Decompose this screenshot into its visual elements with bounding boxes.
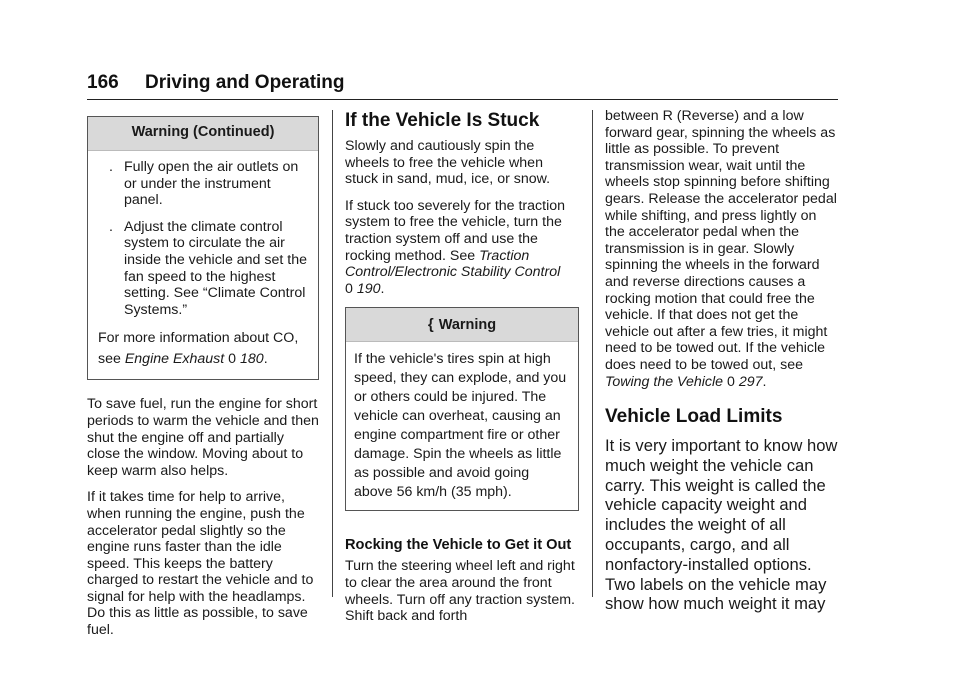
paragraph: Slowly and cautiously spin the wheels to free the vehicle when stuck in sand, mud, ice, or snow. — [345, 138, 551, 188]
warning-box-body — [88, 151, 318, 379]
subsection-heading: Rocking the Vehicle to Get it Out — [345, 537, 572, 554]
warning-icon: { — [427, 315, 434, 333]
bullet-marker: . — [109, 159, 113, 175]
warning-box-body: If the vehicle's tires spin at high speed, they can explode, and you or others could be injured. The vehicle can overheat, causing an engine compartment fire or other damage. Spin the wheels as little as possible and avoid going above 56 km/h (35 mph). — [354, 351, 567, 501]
paragraph: between R (Reverse) and a low forward gear, spinning the wheels as little as possible. To prevent transmission wear, wait until the wheels stop spinning before shifting gears. Release the accelerator pedal while shifting, and press lightly on the accelerator pedal when the transmission is in gear. Slowly spinning the wheels in the forward and reverse directions causes a rocking motion that could free the vehicle. If that does not get the vehicle out after a few tries, it might need to be towed out. If the vehicle does need to be towed out, see Towing the Vehicle 0 297. — [605, 108, 837, 390]
cross-reference-link[interactable]: Traction Control/Electronic Stability Control — [345, 247, 561, 281]
paragraph: To save fuel, run the engine for short periods to warm the vehicle and then shut the engine off and partially close the window. Moving about to keep warm also helps. — [87, 396, 319, 479]
cross-reference-link[interactable]: Towing the Vehicle — [605, 373, 724, 390]
list-item — [98, 159, 308, 209]
more-info-line: For more information about CO, see Engine Exhaust 0 180. — [98, 330, 299, 368]
list-item — [98, 219, 308, 319]
column-3 — [605, 108, 838, 614]
page-ref-number[interactable]: 297 — [738, 373, 763, 390]
cross-reference-link[interactable]: Engine Exhaust — [124, 351, 225, 368]
page-ref-icon: 0 — [727, 373, 735, 390]
section-heading: If the Vehicle Is Stuck — [345, 110, 540, 131]
column-2 — [345, 110, 579, 635]
header-rule — [87, 99, 838, 100]
warning-box — [345, 307, 579, 511]
section-title: Driving and Operating — [145, 72, 345, 93]
paragraph: If stuck too severely for the traction system to free the vehicle, turn the traction system off and use the rocking method. See Traction Control/Electronic Stability Control 0 190. — [345, 197, 566, 297]
warning-box-title: Warning (Continued) — [88, 117, 318, 151]
paragraph: Turn the steering wheel left and right to clear the area around the front wheels. Turn off any traction system. Shift back and forth — [345, 558, 575, 625]
column-divider — [332, 110, 333, 597]
warning-box-title: { Warning — [346, 308, 578, 342]
page-ref-number[interactable]: 190 — [356, 280, 381, 297]
page-ref-icon: 0 — [228, 351, 237, 368]
column-divider — [592, 110, 593, 597]
bullet-text: Adjust the climate control system to circulate the air inside the vehicle and set the fan speed to the highest setting. See “Climate Control Systems.” — [124, 218, 307, 318]
page-header — [87, 72, 345, 94]
warning-continued-box — [87, 116, 319, 380]
bullet-marker: . — [109, 218, 113, 235]
section-heading: Vehicle Load Limits — [605, 406, 783, 428]
page-ref-number[interactable]: 180 — [240, 351, 264, 368]
page-number: 166 — [87, 72, 119, 93]
page-ref-icon: 0 — [345, 280, 353, 297]
paragraph: It is very important to know how much weight the vehicle can carry. This weight is called the vehicle capacity weight and includes the weight of all occupants, cargo, and all nonfactory-installed options. Two labels on the vehicle may show how much weight it may — [605, 436, 838, 614]
bullet-text: Fully open the air outlets on or under the instrument panel. — [124, 159, 299, 209]
paragraph: If it takes time for help to arrive, when running the engine, push the accelerator pedal slightly so the engine runs faster than the idle speed. This keeps the battery charged to restart the vehicle and to signal for help with the headlamps. Do this as little as possible, to save fuel. — [87, 489, 314, 639]
column-1 — [87, 116, 319, 649]
